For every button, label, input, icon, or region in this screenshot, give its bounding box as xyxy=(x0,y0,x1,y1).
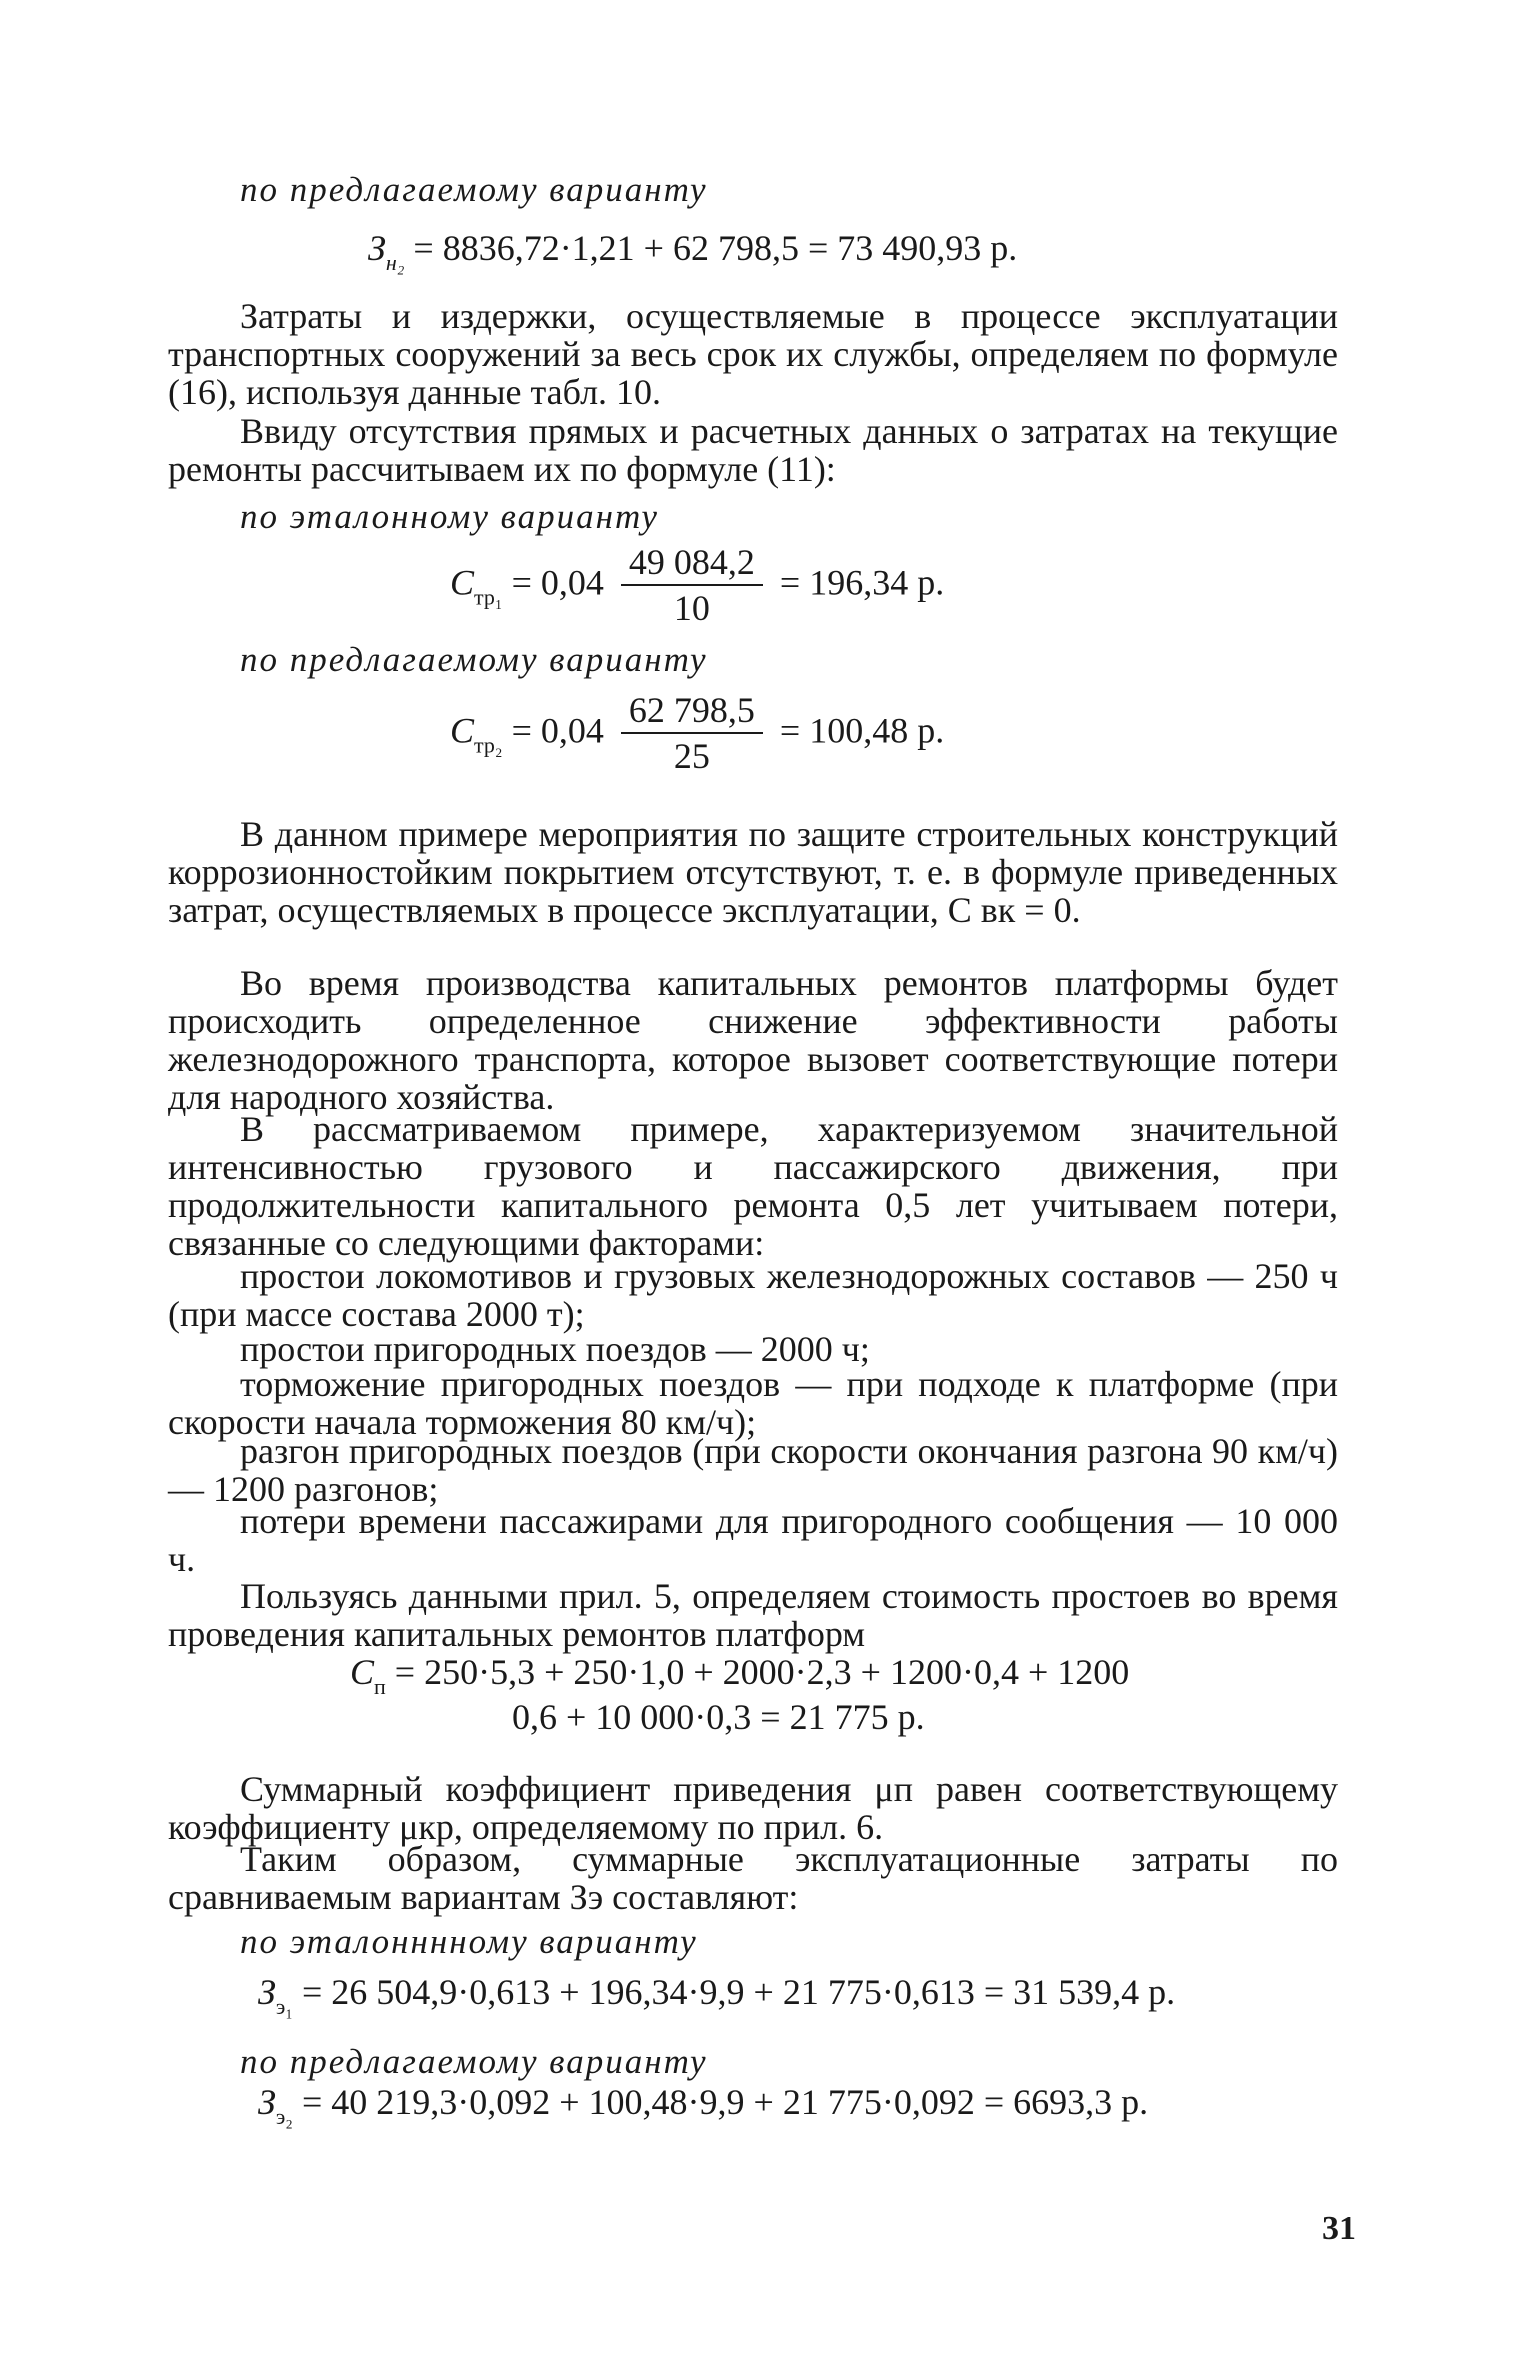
page-number: 31 xyxy=(1322,2210,1356,2247)
formula-ctr1-post: = 196,34 р. xyxy=(779,562,945,603)
formula-ctr2-pre: = 0,04 xyxy=(511,710,604,751)
formula-cp-lhs: C xyxy=(350,1652,375,1692)
factor-item-5: потери времени пассажирами для пригородного сообщения — 10 000 ч. xyxy=(168,1501,1338,1579)
variant-heading-proposed-3: по предлагаемому варианту xyxy=(240,2042,708,2081)
formula-ctr1-fraction xyxy=(621,542,763,630)
variant-heading-reference-1: по эталонному варианту xyxy=(240,497,659,536)
paragraph-6: Пользуясь данными прил. 5, определяем стоимость простоев во время проведения капитальных ремонтов платформ xyxy=(168,1576,1338,1654)
formula-ze1-rhs: = 26 504,9·0,613 + 196,34·9,9 + 21 775·0,613 = 31 539,4 р. xyxy=(301,1972,1176,2012)
formula-ctr1-denominator: 10 xyxy=(673,588,710,628)
formula-ctr2-numerator: 62 798,5 xyxy=(621,690,763,734)
formula-cp-line2: 0,6 + 10 000·0,3 = 21 775 р. xyxy=(512,1697,925,1737)
formula-ctr2-lhs: C xyxy=(450,710,475,751)
variant-heading-reference-2: по эталонннному варианту xyxy=(240,1922,698,1961)
variant-heading-proposed-2: по предлагаемому варианту xyxy=(240,640,708,679)
formula-ctr2-denominator: 25 xyxy=(673,736,710,776)
formula-ctr2 xyxy=(450,690,944,778)
paragraph-2: Ввиду отсутствия прямых и расчетных данных о затратах на текущие ремонты рассчитываем их по формуле (11): xyxy=(168,411,1338,489)
formula-ze1 xyxy=(258,1972,1175,2027)
formula-ze2-rhs: = 40 219,3·0,092 + 100,48·9,9 + 21 775·0,092 = 6693,3 р. xyxy=(301,2082,1149,2122)
formula-cp-line1-text: = 250·5,3 + 250·1,0 + 2000·2,3 + 1200·0,4 + 1200 xyxy=(394,1652,1130,1692)
formula-ctr1-pre: = 0,04 xyxy=(511,562,604,603)
formula-ctr1-lhs: C xyxy=(450,562,475,603)
factor-item-4: разгон пригородных поездов (при скорости окончания разгона 90 км/ч) — 1200 разгонов; xyxy=(168,1431,1338,1509)
formula-ctr2-fraction xyxy=(621,690,763,778)
paragraph-4: Во время производства капитальных ремонтов платформы будет происходить определенное снижение эффективности работы железнодорожного транспорта, которое вызовет соответствующие потери для народного хозяйства. xyxy=(168,963,1338,1117)
formula-ze2 xyxy=(258,2082,1148,2137)
formula-zn2-sub: н₂ xyxy=(385,250,405,275)
factor-item-3: торможение пригородных поездов — при подходе к платформе (при скорости начала торможения 80 км/ч); xyxy=(168,1364,1338,1442)
formula-ze1-sub: э₁ xyxy=(275,1994,293,2019)
formula-ctr1-numerator: 49 084,2 xyxy=(621,542,763,586)
formula-ctr2-post: = 100,48 р. xyxy=(779,710,945,751)
formula-zn2 xyxy=(368,228,1017,283)
formula-ze2-sub: э₂ xyxy=(275,2104,293,2129)
paragraph-7: Суммарный коэффициент приведения μп равен соответствующему коэффициенту μкр, определяемому по прил. 6. xyxy=(168,1769,1338,1847)
formula-ctr2-sub: тр₂ xyxy=(474,732,503,758)
factor-item-2: простои пригородных поездов — 2000 ч; xyxy=(240,1329,870,1369)
variant-heading-proposed-1: по предлагаемому варианту xyxy=(240,170,708,209)
formula-cp-sub: п xyxy=(374,1674,386,1699)
formula-ze2-lhs: З xyxy=(258,2082,276,2122)
paragraph-5: В рассматриваемом примере, характеризуемом значительной интенсивностью грузового и пассажирского движения, при продолжительности капитального ремонта 0,5 лет учитываем потери, связанные со следующими факторами: xyxy=(168,1109,1338,1263)
formula-ctr1-sub: тр₁ xyxy=(474,584,503,610)
formula-zn2-rhs: = 8836,72·1,21 + 62 798,5 = 73 490,93 р. xyxy=(413,228,1018,268)
paragraph-8: Таким образом, суммарные эксплуатационные затраты по сравниваемым вариантам Зэ составляют: xyxy=(168,1839,1338,1917)
formula-zn2-lhs: З xyxy=(368,228,386,268)
formula-ze1-lhs: З xyxy=(258,1972,276,2012)
paragraph-1: Затраты и издержки, осуществляемые в процессе эксплуатации транспортных сооружений за весь срок их службы, определяем по формуле (16), используя данные табл. 10. xyxy=(168,296,1338,412)
formula-ctr1 xyxy=(450,542,944,630)
factor-item-1: простои локомотивов и грузовых железнодорожных составов — 250 ч (при массе состава 2000 т); xyxy=(168,1256,1338,1334)
paragraph-3: В данном примере мероприятия по защите строительных конструкций коррозионностойким покрытием отсутствуют, т. е. в формуле приведенных затрат, осуществляемых в процессе эксплуатации, С вк = 0. xyxy=(168,814,1338,930)
